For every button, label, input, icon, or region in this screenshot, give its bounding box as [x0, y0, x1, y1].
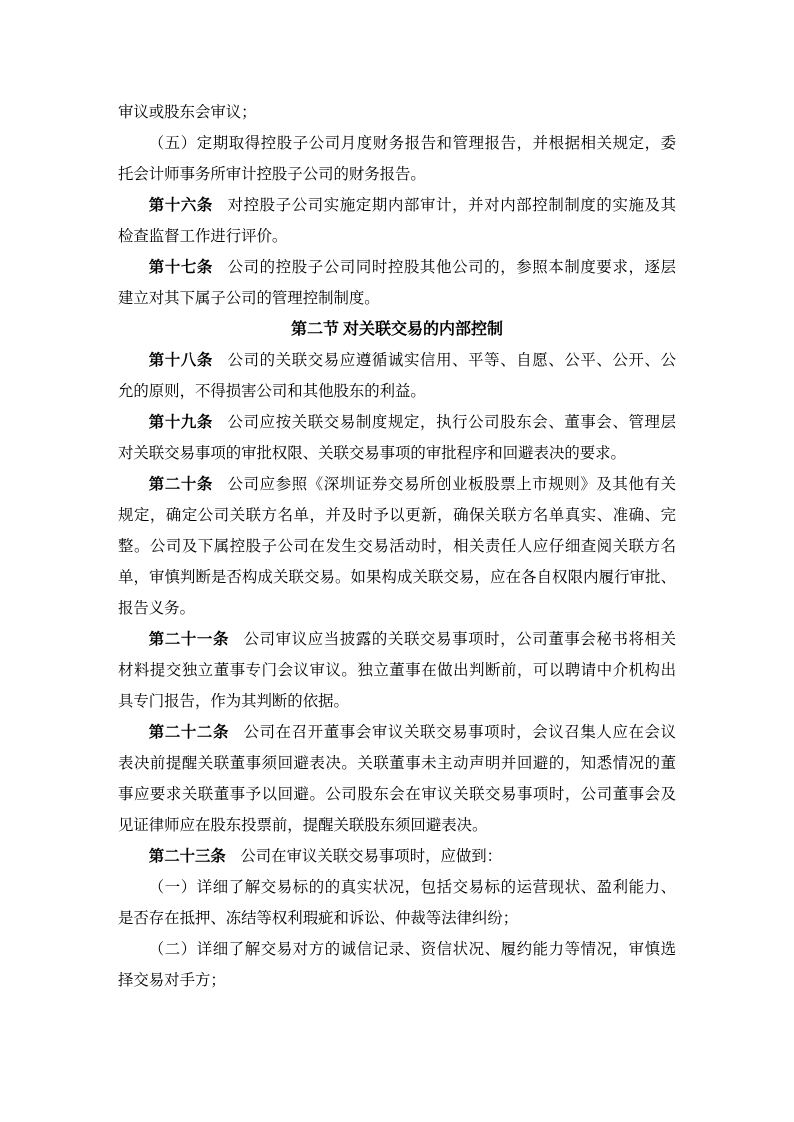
document-body	[118, 97, 676, 996]
text-line: 托会计师事务所审计控股子公司的财务报告。	[118, 166, 426, 183]
text-line: 表决前提醒关联董事须回避表决。关联董事未主动声明并回避的，知悉情况的董	[118, 755, 676, 772]
text-line: 第二十一条 公司审议应当披露的关联交易事项时，公司董事会秘书将相关	[148, 631, 676, 648]
text-line: 材料提交独立董事专门会议审议。独立董事在做出判断前，可以聘请中介机构出	[118, 662, 676, 679]
text-line: 见证律师应在股东投票前，提醒关联股东须回避表决。	[118, 817, 488, 834]
article-number: 第十七条	[148, 259, 213, 276]
article-number: 第二十一条	[148, 631, 229, 648]
text-line: 单，审慎判断是否构成关联交易。如果构成关联交易，应在各自权限内履行审批、	[118, 569, 676, 586]
text-line: 允的原则，不得损害公司和其他股东的利益。	[118, 383, 426, 400]
text-line: 建立对其下属子公司的管理控制制度。	[118, 290, 380, 307]
text-line: 规定，确定公司关联方名单，并及时予以更新，确保关联方名单真实、准确、完	[118, 507, 676, 524]
text-line: 择交易对手方；	[118, 972, 226, 989]
text-line: 第十九条 公司应按关联交易制度规定，执行公司股东会、董事会、管理层	[148, 414, 676, 431]
article-number: 第二十二条	[148, 724, 229, 741]
article-number: 第十八条	[148, 352, 213, 369]
text-line: 第十八条 公司的关联交易应遵循诚实信用、平等、自愿、公平、公开、公	[148, 352, 676, 369]
article-number: 第二十三条	[148, 848, 226, 865]
text-line: 第二十条 公司应参照《深圳证券交易所创业板股票上市规则》及其他有关	[148, 476, 676, 493]
text-line: 报告义务。	[118, 600, 195, 617]
text-line: 整。公司及下属控股子公司在发生交易活动时，相关责任人应仔细查阅关联方名	[118, 538, 676, 555]
text-line: 对关联交易事项的审批权限、关联交易事项的审批程序和回避表决的要求。	[118, 445, 626, 462]
article-number: 第二十条	[148, 476, 213, 493]
text-line: 具专门报告，作为其判断的依据。	[118, 693, 349, 710]
article-number: 第十九条	[148, 414, 213, 431]
text-line: 第二十二条 公司在召开董事会审议关联交易事项时，会议召集人应在会议	[148, 724, 676, 741]
text-line: 是否存在抵押、冻结等权利瑕疵和诉讼、仲裁等法律纠纷；	[118, 910, 519, 927]
text-line: 第十七条 公司的控股子公司同时控股其他公司的，参照本制度要求，逐层	[148, 259, 676, 276]
text-line: 事应要求关联董事予以回避。公司股东会在审议关联交易事项时，公司董事会及	[118, 786, 676, 803]
article-number: 第十六条	[148, 197, 213, 214]
text-line: 第二十三条 公司在审议关联交易事项时，应做到：	[148, 848, 503, 865]
text-line: （一）详细了解交易标的的真实状况，包括交易标的运营现状、盈利能力、	[148, 879, 676, 896]
text-line: （五）定期取得控股子公司月度财务报告和管理报告，并根据相关规定，委	[148, 135, 676, 152]
section-heading: 第二节 对关联交易的内部控制	[290, 321, 503, 338]
text-line: 审议或股东会审议；	[118, 104, 257, 121]
text-line: 第十六条 对控股子公司实施定期内部审计，并对内部控制制度的实施及其	[148, 197, 676, 214]
text-line: 检查监督工作进行评价。	[118, 228, 288, 245]
text-line: （二）详细了解交易对方的诚信记录、资信状况、履约能力等情况，审慎选	[148, 941, 676, 958]
